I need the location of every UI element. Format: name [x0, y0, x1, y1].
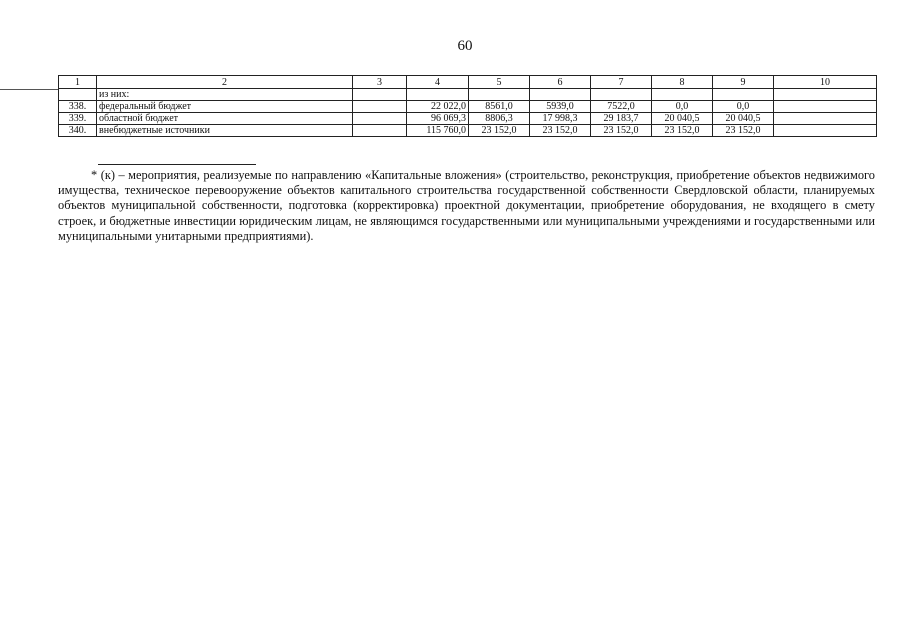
value-cell: 96 069,3 — [407, 113, 469, 125]
value-cell: 7522,0 — [591, 101, 652, 113]
footnote-separator — [98, 164, 256, 165]
column-header: 3 — [353, 76, 407, 89]
table-cell — [469, 89, 530, 101]
subheader-label: из них: — [97, 89, 353, 101]
value-cell: 0,0 — [652, 101, 713, 113]
scan-artifact-line — [0, 89, 58, 90]
table-cell — [774, 89, 877, 101]
column-header: 8 — [652, 76, 713, 89]
row-number-cell: 339. — [59, 113, 97, 125]
value-cell: 23 152,0 — [530, 125, 591, 137]
value-cell: 0,0 — [713, 101, 774, 113]
column-header: 9 — [713, 76, 774, 89]
table-row — [59, 113, 877, 125]
value-cell: 29 183,7 — [591, 113, 652, 125]
column-header: 2 — [97, 76, 353, 89]
value-cell: 5939,0 — [530, 101, 591, 113]
value-cell: 20 040,5 — [652, 113, 713, 125]
table-header-row — [59, 76, 877, 89]
column-header: 4 — [407, 76, 469, 89]
row-name-cell: областной бюджет — [97, 113, 353, 125]
row-name-cell: внебюджетные источники — [97, 125, 353, 137]
table-cell — [774, 125, 877, 137]
column-header: 6 — [530, 76, 591, 89]
row-name-cell: федеральный бюджет — [97, 101, 353, 113]
value-cell: 115 760,0 — [407, 125, 469, 137]
column-header: 5 — [469, 76, 530, 89]
table-row — [59, 125, 877, 137]
table-cell — [407, 89, 469, 101]
footnote-text: * (к) – мероприятия, реализуемые по направлению «Капитальные вложения» (строительство, реконструкция, приобретение объектов недвижимого имущества, техническое перевооружение объектов капитального строительства государственной собственности Свердловской области, планируемых объектов муниципальной собственности, подготовка (корректировка) проектной документации, приобретение оборудования, не входящего в смету строек, и бюджетные инвестиции юридическим лицам, не являющимся государственными или муниципальными учреждениями и государственными или муниципальными унитарными предприятиями). — [58, 168, 875, 243]
table-cell — [353, 89, 407, 101]
budget-table — [58, 75, 877, 137]
column-header: 10 — [774, 76, 877, 89]
table-cell — [353, 125, 407, 137]
table-subheader-row — [59, 89, 877, 101]
table-cell — [353, 101, 407, 113]
row-number-cell — [59, 89, 97, 101]
table-cell — [713, 89, 774, 101]
value-cell: 23 152,0 — [652, 125, 713, 137]
table-cell — [530, 89, 591, 101]
table-cell — [652, 89, 713, 101]
table-cell — [353, 113, 407, 125]
row-number-cell: 340. — [59, 125, 97, 137]
value-cell: 23 152,0 — [591, 125, 652, 137]
table-row — [59, 101, 877, 113]
value-cell: 20 040,5 — [713, 113, 774, 125]
table-cell — [774, 101, 877, 113]
row-number-cell: 338. — [59, 101, 97, 113]
value-cell: 17 998,3 — [530, 113, 591, 125]
column-header: 7 — [591, 76, 652, 89]
page-number: 60 — [457, 38, 473, 54]
value-cell: 22 022,0 — [407, 101, 469, 113]
value-cell: 23 152,0 — [469, 125, 530, 137]
value-cell: 8561,0 — [469, 101, 530, 113]
value-cell: 8806,3 — [469, 113, 530, 125]
value-cell: 23 152,0 — [713, 125, 774, 137]
table-cell — [591, 89, 652, 101]
column-header: 1 — [59, 76, 97, 89]
table-cell — [774, 113, 877, 125]
